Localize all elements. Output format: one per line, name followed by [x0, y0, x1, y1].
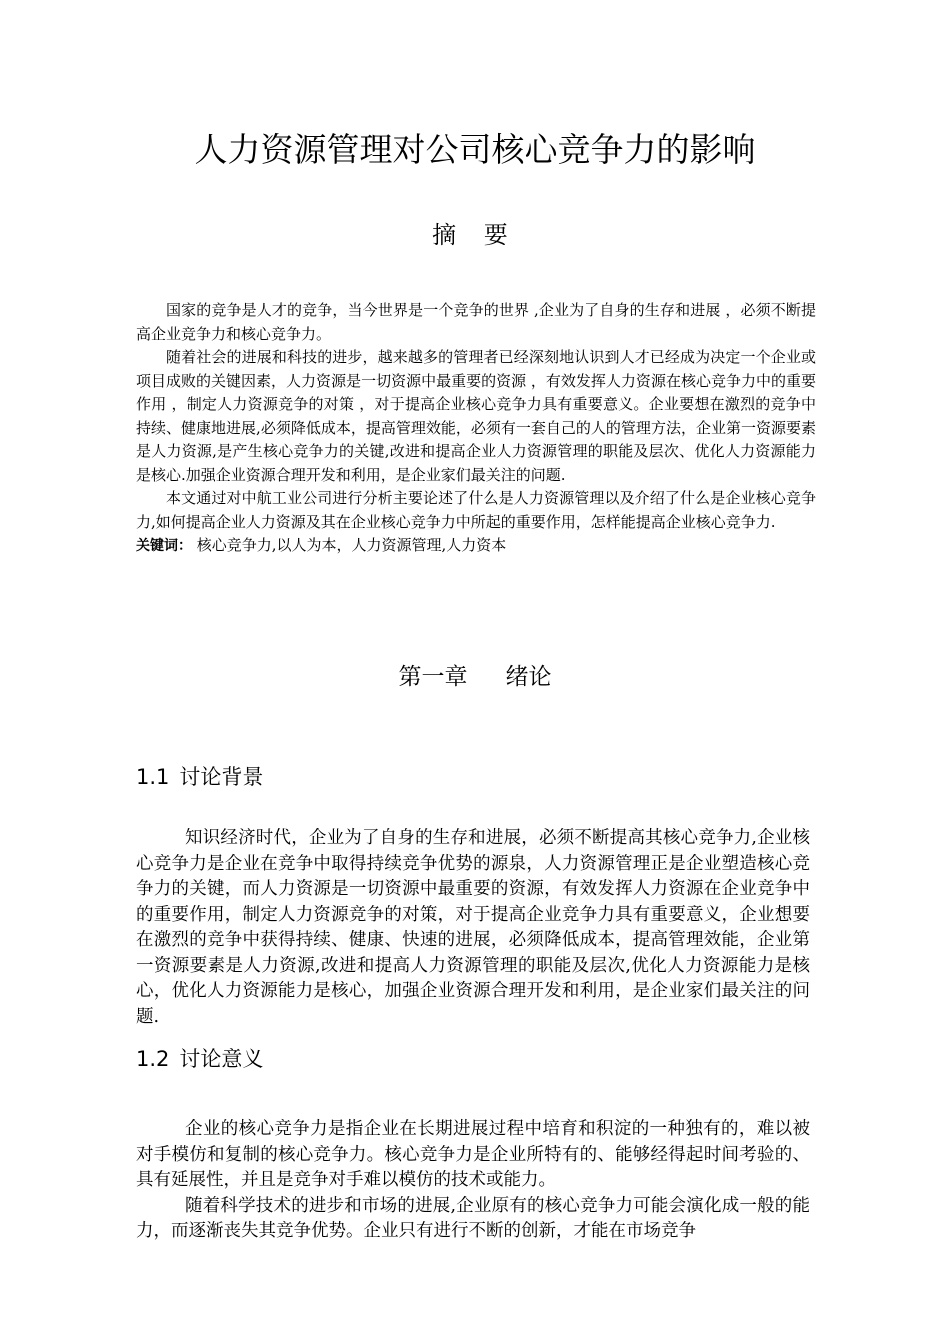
section-body-1-2: [136, 1117, 810, 1245]
body-paragraph: 随着科学技术的进步和市场的进展,企业原有的核心竞争力可能会演化成一般的能力，而逐渐丧失其竞争优势。企业只有进行不断的创新，才能在市场竞争: [136, 1195, 810, 1241]
abstract-heading: 摘 要: [432, 221, 518, 249]
abstract-paragraph-3: 本文通过对中航工业公司进行分析主要论述了什么是人力资源管理以及介绍了什么是企业核心竞争力,如何提高企业人力资源及其在企业核心竞争力中所起的重要作用，怎样能提高企业核心竞争力.: [136, 489, 816, 531]
keywords-line: [136, 534, 816, 559]
body-paragraph: 企业的核心竞争力是指企业在长期进展过程中培育和积淀的一种独有的，难以被对手模仿和复制的核心竞争力。核心竞争力是企业所特有的、能够经得起时间考验的、具有延展性，并且是竞争对手难以模仿的技术或能力。: [136, 1119, 810, 1190]
abstract-section: [136, 299, 816, 559]
section-number: 1.2: [136, 1047, 170, 1071]
document-title: 人力资源管理对公司核心竞争力的影响: [194, 130, 756, 169]
chapter-number: 第一章: [398, 664, 468, 690]
section-number: 1.1: [136, 765, 170, 789]
section-title: 讨论背景: [179, 765, 264, 789]
chapter-name: 绪论: [505, 664, 552, 690]
section-title: 讨论意义: [179, 1047, 264, 1071]
section-body-1-1: [136, 826, 810, 1030]
keywords-label: 关键词：: [136, 538, 192, 554]
chapter-title: [0, 660, 950, 694]
keywords-text: 核心竞争力,以人为本，人力资源管理,人力资本: [192, 536, 507, 554]
section-heading-1-1: [136, 762, 263, 792]
abstract-paragraph-1: 国家的竞争是人才的竞争，当今世界是一个竞争的世界 ,企业为了自身的生存和进展 ，必须不断提高企业竞争力和核心竞争力。: [136, 301, 816, 343]
body-paragraph: 知识经济时代，企业为了自身的生存和进展，必须不断提高其核心竞争力,企业核心竞争力是企业在竞争中取得持续竞争优势的源泉，人力资源管理正是企业塑造核心竞争力的关键，而人力资源是一切资源中最重要的资源，有效发挥人力资源在企业竞争中的重要作用，制定人力资源竞争的对策，对于提高企业竞争力具有重要意义，企业想要在激烈的竞争中获得持续、健康、快速的进展，必须降低成本，提高管理效能，企业第一资源要素是人力资源,改进和提高人力资源管理的职能及层次,优化人力资源能力是核心，优化人力资源能力是核心，加强企业资源合理开发和利用，是企业家们最关注的问题.: [136, 828, 810, 1027]
abstract-paragraph-2: 随着社会的进展和科技的进步，越来越多的管理者已经深刻地认识到人才已经成为决定一个企业或项目成败的关键因素，人力资源是一切资源中最重要的资源 ，有效发挥人力资源在核心竞争力中的重要作用 ，制定人力资源竞争的对策 ，对于提高企业核心竞争力具有重要意义。企业要想在激烈的竞争中持续、健康地进展,必须降低成本，提高管理效能，必须有一套自己的人的管理方法，企业第一资源要素是人力资源,是产生核心竞争力的关键,改进和提高企业人力资源管理的职能及层次、优化人力资源能力是核心.加强企业资源合理开发和利用，是企业家们最关注的问题.: [136, 348, 816, 484]
section-heading-1-2: [136, 1044, 263, 1074]
